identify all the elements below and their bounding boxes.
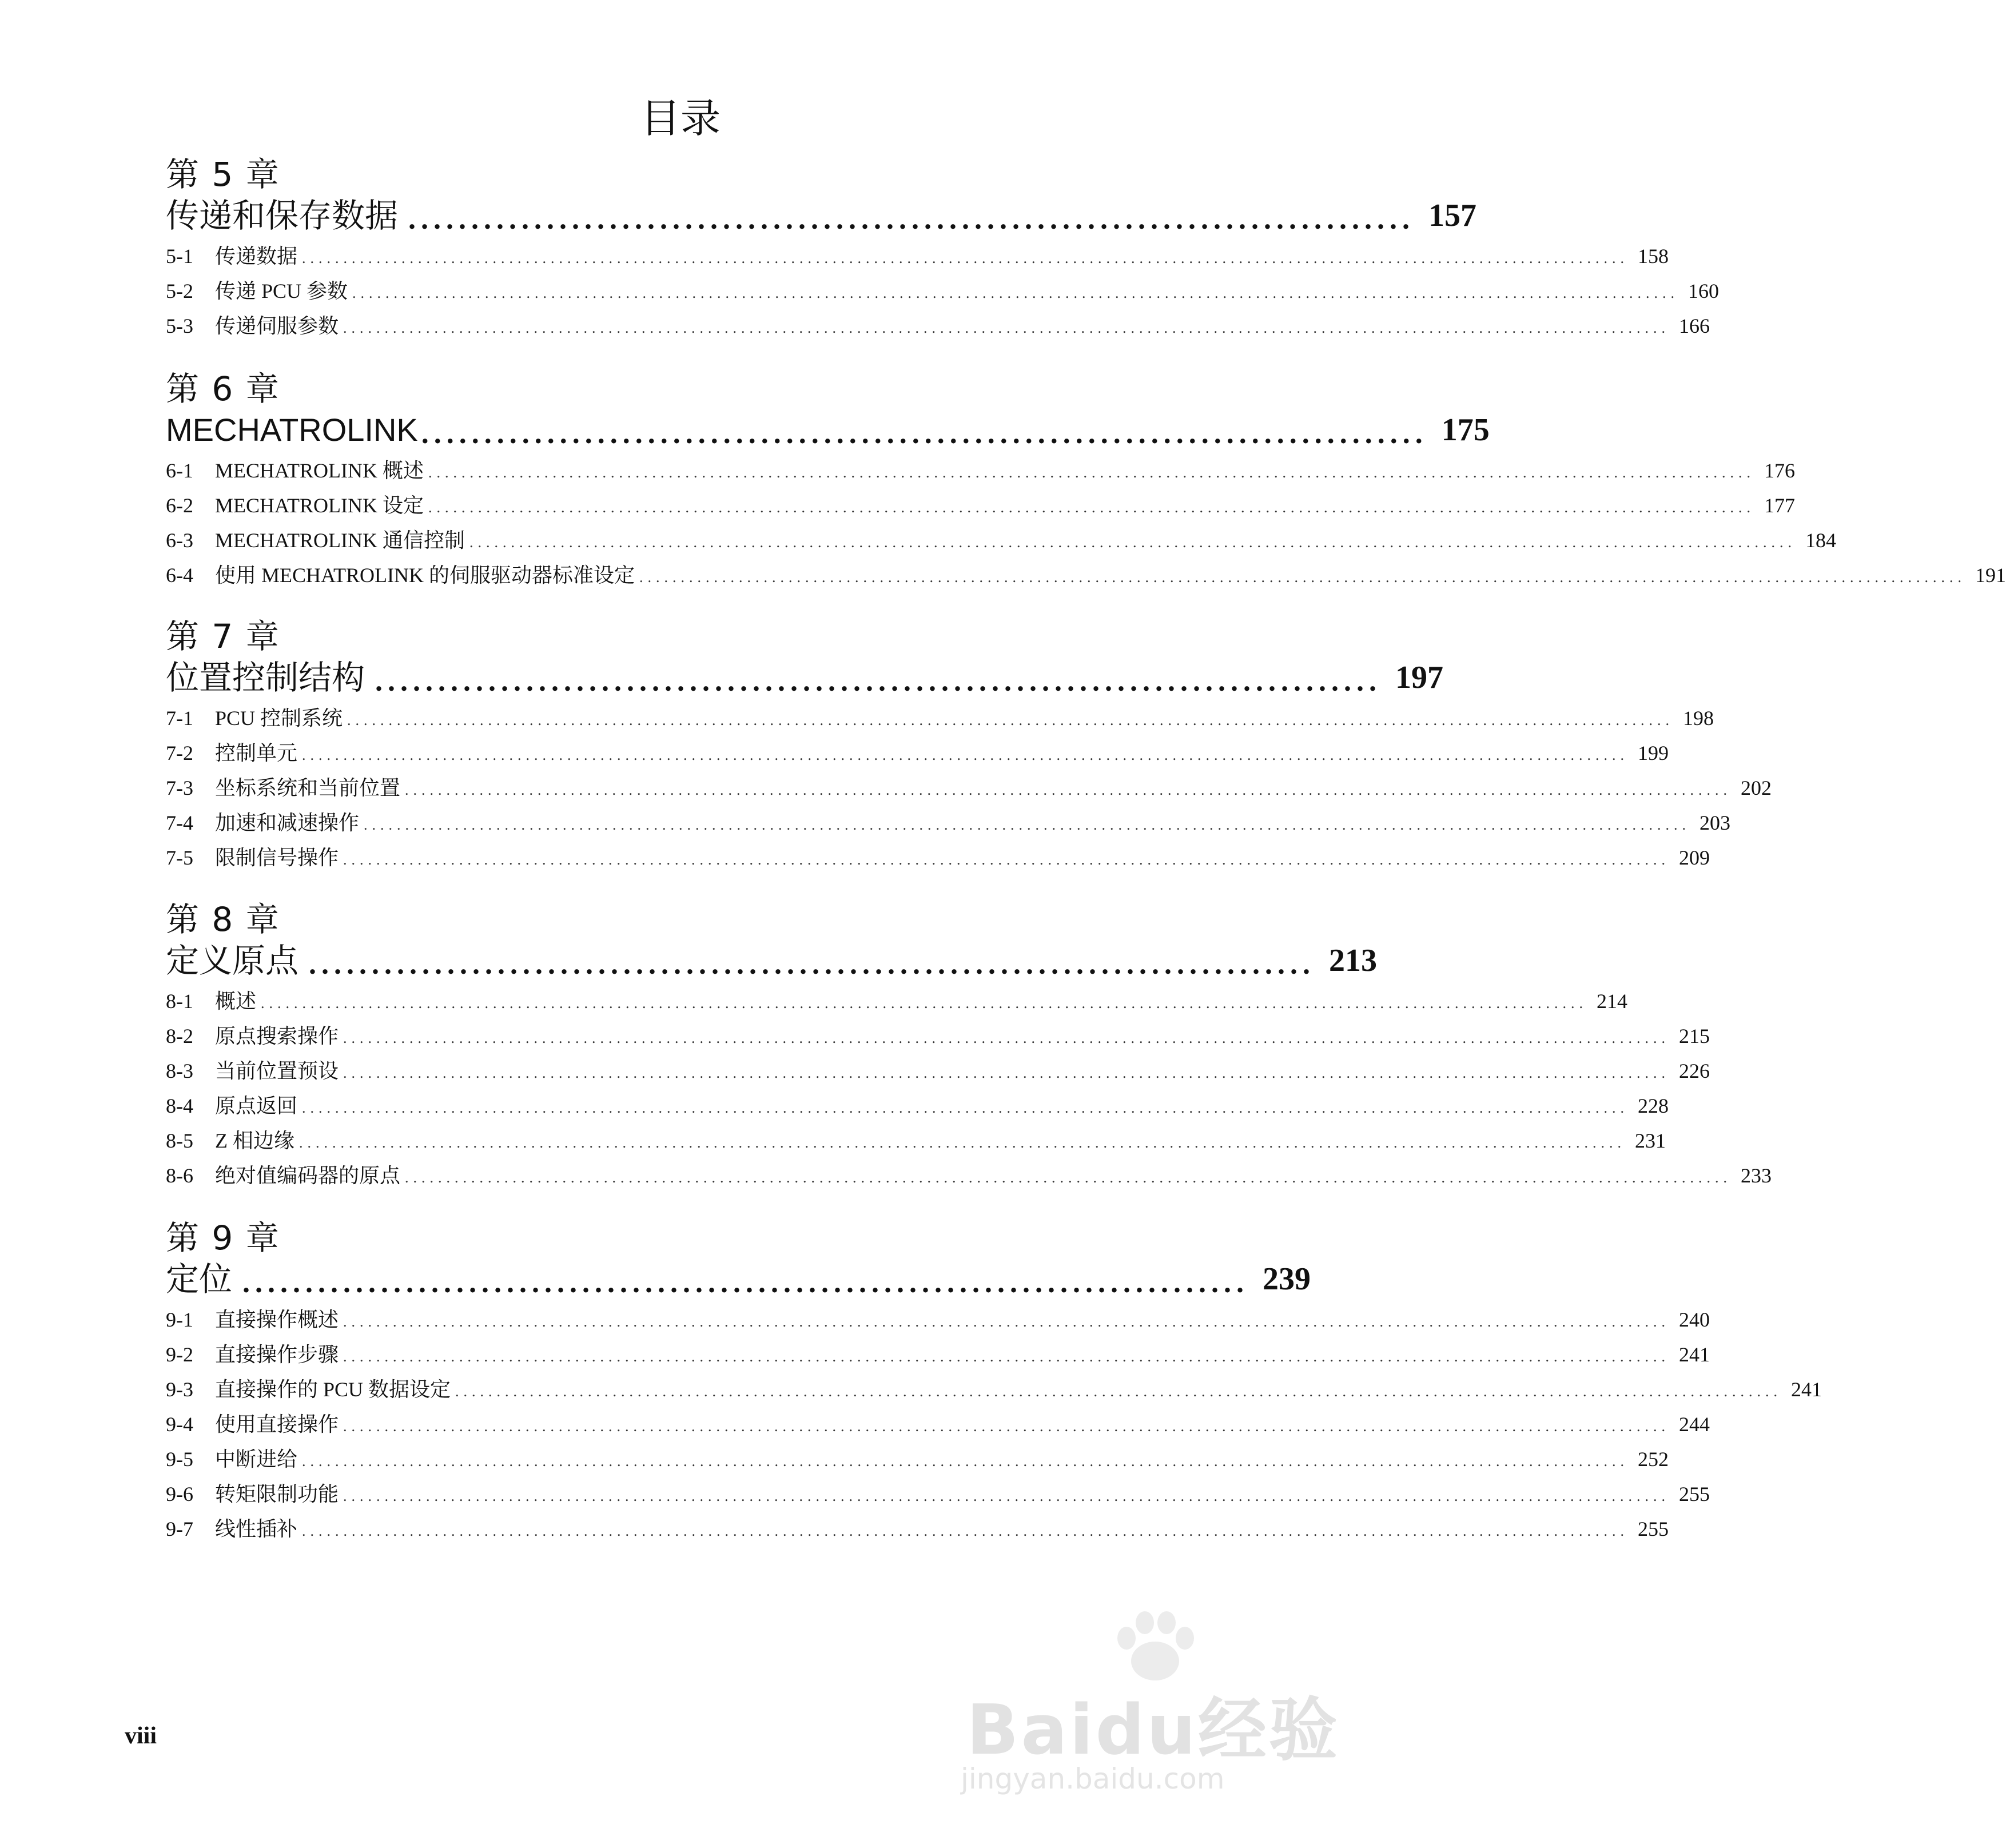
toc-entry[interactable] [166, 309, 1710, 344]
dot-leader: ................................................................................................................................................................ [405, 782, 1732, 798]
paw-icon [1109, 1607, 1201, 1687]
toc-entry[interactable] [166, 1054, 1710, 1089]
entry-page: 240 [1679, 1308, 1710, 1331]
dot-leader: ................................................................................................................................................................ [428, 499, 1755, 516]
toc-entry[interactable] [166, 841, 1710, 875]
chapter-page: 197 [1395, 660, 1444, 695]
chapter-5 [166, 154, 1720, 344]
chapter-page: 213 [1329, 943, 1378, 978]
entry-page: 191 [1975, 564, 2006, 587]
chapter-title-row[interactable] [166, 196, 1477, 236]
entry-title: 直接操作的 PCU 数据设定 [215, 1378, 451, 1401]
entry-number: 5-1 [166, 245, 193, 268]
dot-leader: ................................................................................................................................................................ [428, 464, 1755, 481]
entry-number: 9-7 [166, 1518, 193, 1540]
section-list [166, 701, 1772, 875]
entry-title: 直接操作概述 [215, 1308, 339, 1331]
entry-page: 231 [1635, 1129, 1666, 1152]
chapter-title-row[interactable] [166, 1259, 1311, 1299]
entry-page: 176 [1764, 459, 1795, 482]
dot-leader: ................................................................................................................................................................ [302, 1100, 1629, 1116]
entry-number: 6-1 [166, 459, 193, 482]
entry-title: Z 相边缘 [215, 1129, 294, 1152]
entry-title: 坐标系统和当前位置 [215, 776, 401, 799]
section-list [166, 984, 1772, 1193]
entry-title: 传递 PCU 参数 [215, 280, 348, 302]
entry-number: 9-5 [166, 1448, 193, 1471]
toc-entry[interactable] [166, 701, 1714, 736]
section-list [166, 239, 1720, 344]
dot-leader: ................................................................................................................................................................ [299, 1134, 1626, 1151]
entry-title: 传递数据 [215, 245, 298, 268]
dot-leader: ................................................................................ [242, 1266, 1249, 1299]
entry-page: 199 [1638, 742, 1669, 764]
chapter-9 [166, 1218, 1822, 1547]
toc-entry[interactable] [166, 736, 1669, 771]
entry-number: 7-1 [166, 707, 193, 730]
entry-title: 原点搜索操作 [215, 1025, 339, 1048]
entry-title: 传递伺服参数 [215, 314, 339, 337]
dot-leader: ................................................................................ [421, 417, 1428, 450]
entry-page: 255 [1679, 1483, 1710, 1506]
dot-leader: ................................................................................................................................................................ [343, 1488, 1670, 1504]
toc-entry[interactable] [166, 453, 1795, 488]
dot-leader: ................................................................................ [408, 203, 1415, 236]
toc-entry[interactable] [166, 1372, 1822, 1407]
section-list [166, 453, 2006, 593]
watermark-logo: Baidu经验 [966, 1691, 1340, 1770]
entry-page: 241 [1791, 1378, 1822, 1401]
page-folio: viii [125, 1723, 157, 1749]
toc-entry[interactable] [166, 1442, 1669, 1477]
dot-leader: ................................................................................................................................................................ [261, 995, 1588, 1011]
dot-leader: ................................................................................................................................................................ [639, 569, 1966, 586]
entry-page: 203 [1699, 811, 1731, 834]
chapter-number: 第 9 章 [166, 1218, 280, 1257]
dot-leader: ................................................................................ [375, 665, 1382, 698]
entry-title: 线性插补 [215, 1518, 298, 1540]
entry-number: 5-2 [166, 280, 193, 302]
chapter-page: 157 [1428, 198, 1477, 233]
toc-entry[interactable] [166, 1124, 1666, 1158]
entry-number: 6-3 [166, 529, 193, 552]
entry-number: 5-3 [166, 314, 193, 337]
entry-number: 9-4 [166, 1413, 193, 1436]
watermark [938, 1612, 1340, 1824]
toc-entry[interactable] [166, 1337, 1710, 1372]
chapter-number: 第 7 章 [166, 617, 280, 656]
chapter-number: 第 5 章 [166, 155, 280, 194]
chapter-title: 定位 [166, 1260, 233, 1299]
entry-title: 转矩限制功能 [215, 1483, 339, 1506]
entry-page: 215 [1679, 1025, 1710, 1048]
toc-entry[interactable] [166, 984, 1628, 1019]
entry-page: 198 [1683, 707, 1714, 730]
toc-entry[interactable] [166, 239, 1669, 274]
entry-number: 7-3 [166, 776, 193, 799]
entry-number: 8-1 [166, 990, 193, 1013]
dot-leader: ................................................................................................................................................................ [455, 1383, 1782, 1400]
toc-entry[interactable] [166, 1158, 1772, 1193]
entry-title: 当前位置预设 [215, 1060, 339, 1082]
dot-leader: ................................................................................................................................................................ [364, 817, 1691, 833]
page-title: 目录 [640, 95, 721, 142]
entry-title: 绝对值编码器的原点 [215, 1164, 401, 1187]
entry-page: 160 [1688, 280, 1720, 302]
entry-page: 214 [1597, 990, 1628, 1013]
dot-leader: ................................................................................................................................................................ [302, 747, 1629, 763]
dot-leader: ................................................................................................................................................................ [343, 1348, 1670, 1365]
toc-entry[interactable] [166, 1303, 1710, 1337]
entry-page: 158 [1638, 245, 1669, 268]
entry-number: 6-4 [166, 564, 193, 587]
chapter-7 [166, 616, 1772, 875]
dot-leader: ................................................................................................................................................................ [347, 712, 1674, 728]
dot-leader: ................................................................................................................................................................ [352, 285, 1679, 301]
entry-title: MECHATROLINK 概述 [215, 459, 424, 482]
entry-page: 184 [1805, 529, 1836, 552]
entry-title: 控制单元 [215, 742, 298, 764]
entry-page: 252 [1638, 1448, 1669, 1471]
dot-leader: ................................................................................................................................................................ [343, 1313, 1670, 1330]
toc-entry[interactable] [166, 1019, 1710, 1054]
entry-title: MECHATROLINK 通信控制 [215, 529, 465, 552]
entry-title: 使用 MECHATROLINK 的伺服驱动器标准设定 [215, 564, 635, 587]
entry-title: MECHATROLINK 设定 [215, 494, 424, 517]
entry-number: 6-2 [166, 494, 193, 517]
entry-title: PCU 控制系统 [215, 707, 343, 730]
entry-page: 241 [1679, 1343, 1710, 1366]
entry-title: 限制信号操作 [215, 846, 339, 869]
entry-page: 226 [1679, 1060, 1710, 1082]
entry-title: 直接操作步骤 [215, 1343, 339, 1366]
chapter-6 [166, 369, 2006, 593]
entry-number: 8-3 [166, 1060, 193, 1082]
entry-page: 209 [1679, 846, 1710, 869]
entry-number: 8-4 [166, 1094, 193, 1117]
entry-page: 166 [1679, 314, 1710, 337]
toc-entry[interactable] [166, 771, 1772, 806]
entry-page: 228 [1638, 1094, 1669, 1117]
entry-number: 9-6 [166, 1483, 193, 1506]
entry-number: 8-2 [166, 1025, 193, 1048]
dot-leader: ................................................................................................................................................................ [302, 1523, 1629, 1539]
toc-entry[interactable] [166, 806, 1731, 841]
entry-title: 概述 [215, 990, 257, 1013]
toc-entry[interactable] [166, 1407, 1710, 1442]
chapter-title-row[interactable] [166, 410, 1490, 450]
chapter-page: 175 [1441, 412, 1490, 448]
chapter-title: 定义原点 [166, 941, 299, 980]
entry-page: 244 [1679, 1413, 1710, 1436]
watermark-url: jingyan.baidu.com [961, 1762, 1225, 1795]
chapter-title-row[interactable] [166, 658, 1444, 698]
toc-entry[interactable] [166, 1477, 1710, 1512]
chapter-title: MECHATROLINK [166, 412, 418, 448]
dot-leader: ................................................................................................................................................................ [343, 1065, 1670, 1081]
toc-entry[interactable] [166, 274, 1720, 309]
section-list [166, 1303, 1822, 1547]
entry-number: 8-5 [166, 1129, 193, 1152]
toc-entry[interactable] [166, 1089, 1669, 1124]
chapter-title-row[interactable] [166, 941, 1378, 981]
chapter-8 [166, 899, 1772, 1193]
entry-title: 使用直接操作 [215, 1413, 339, 1436]
entry-number: 9-3 [166, 1378, 193, 1401]
entry-number: 9-1 [166, 1308, 193, 1331]
entry-page: 202 [1741, 776, 1772, 799]
toc-entry[interactable] [166, 558, 2006, 593]
dot-leader: ................................................................................................................................................................ [343, 851, 1670, 868]
entry-page: 233 [1741, 1164, 1772, 1187]
dot-leader: ................................................................................................................................................................ [302, 1453, 1629, 1469]
toc-entry[interactable] [166, 523, 1836, 558]
entry-number: 7-5 [166, 846, 193, 869]
dot-leader: ................................................................................................................................................................ [343, 1418, 1670, 1435]
toc-entry[interactable] [166, 488, 1795, 523]
toc-entry[interactable] [166, 1512, 1669, 1547]
dot-leader: ................................................................................................................................................................ [343, 1030, 1670, 1046]
entry-page: 177 [1764, 494, 1795, 517]
dot-leader: ................................................................................................................................................................ [302, 250, 1629, 266]
entry-number: 9-2 [166, 1343, 193, 1366]
entry-title: 中断进给 [215, 1448, 298, 1471]
dot-leader: ................................................................................ [309, 948, 1316, 981]
chapter-number: 第 6 章 [166, 369, 280, 408]
entry-number: 8-6 [166, 1164, 193, 1187]
entry-number: 7-2 [166, 742, 193, 764]
chapter-title: 传递和保存数据 [166, 196, 399, 235]
chapter-number: 第 8 章 [166, 900, 280, 939]
chapter-page: 239 [1263, 1261, 1311, 1297]
entry-title: 加速和减速操作 [215, 811, 360, 834]
entry-page: 255 [1638, 1518, 1669, 1540]
entry-number: 7-4 [166, 811, 193, 834]
dot-leader: ................................................................................................................................................................ [343, 320, 1670, 336]
dot-leader: ................................................................................................................................................................ [469, 534, 1796, 551]
dot-leader: ................................................................................................................................................................ [405, 1169, 1732, 1186]
entry-title: 原点返回 [215, 1094, 298, 1117]
chapter-title: 位置控制结构 [166, 658, 365, 697]
